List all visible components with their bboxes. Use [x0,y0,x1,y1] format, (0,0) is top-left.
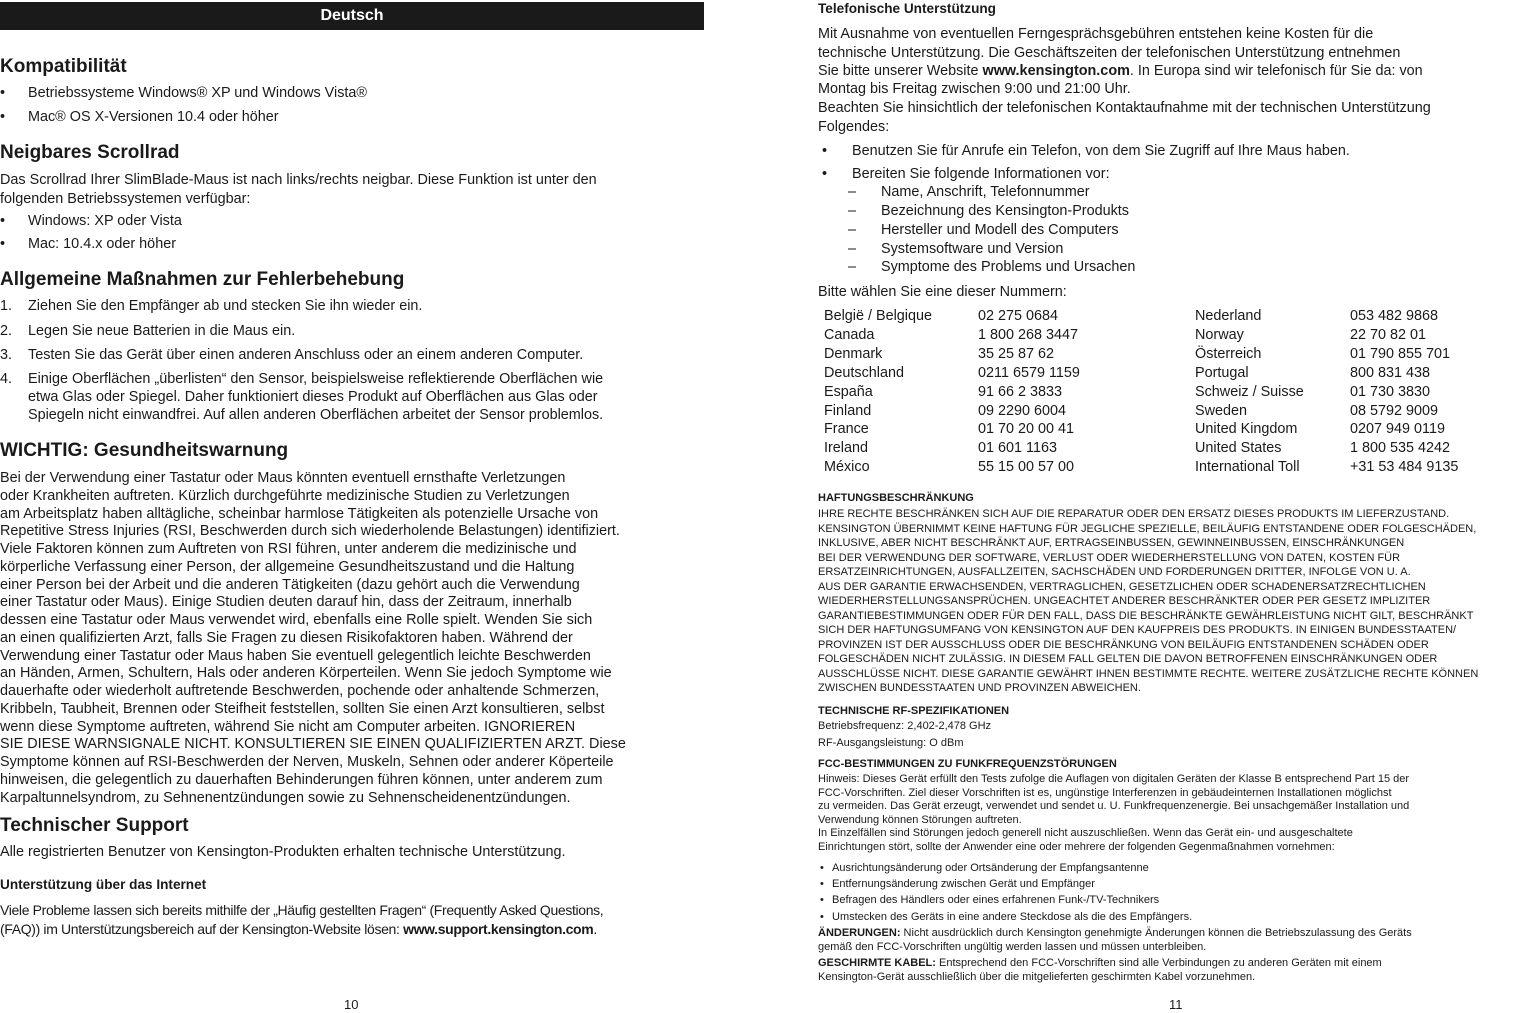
phone-number: 01 730 3830 [1350,383,1431,400]
phone-number: 01 601 1163 [978,440,1057,457]
phone-country: België / Belgique [824,308,933,324]
paragraph-line: Repetitive Stress Injuries (RSI, Beschwerden durch sich wiederholende Belastungen) identifiziert. [0,523,620,540]
phone-country: Portugal [1195,364,1249,381]
paragraph-line: Symptome können auf RSI-Beschwerden der Nerven, Muskeln, Sehnen oder anderer Köperteile [0,754,614,770]
liability-line: KENSINGTON ÜBERNIMMT KEINE HAFTUNG FÜR JEGLICHE SPEZIELLE, BEILÄUFIG ENTSTANDENE ODER FOLGESCHÄDEN, [818,522,1477,535]
phone-country: Deutschland [824,364,904,381]
phone-number: +31 53 484 9135 [1350,459,1459,476]
paragraph-line: Sie bitte unserer Website www.kensington.com. In Europa sind wir telefonisch für Sie da: von [818,63,1423,79]
liability-line: WIEDERHERSTELLUNGSANSPRÜCHEN. UNGEACHTET ANDERER BESCHRÄNKTER ODER PER GESETZ IMPLIZITER [818,595,1431,607]
fcc-line: FCC-Vorschriften. Ziel dieser Vorschriften ist es, ungünstige Interferenzen in gebäudeinternen Installationen möglichst [818,786,1392,799]
paragraph-line: Das Scrollrad Ihrer SlimBlade-Maus ist nach links/rechts neigbar. Diese Funktion ist unter den [0,172,597,188]
fcc-line: Einrichtungen stört, sollte der Anwender eine oder mehrere der folgenden Gegenmaßnahmen vornehmen: [818,841,1335,853]
paragraph-line: Folgendes: [818,119,890,135]
paragraph-line: einer Tastatur oder Maus). Einige Studien deuten darauf hin, dass der Zeitraum, innerhalb [0,594,572,611]
paragraph-line: körperliche Verfassung einer Person, der allgemeine Gesundheitszustand und die Haltung [0,558,575,575]
liability-line: ZWISCHEN BUNDESSTAATEN UND PROVINZEN ABWEICHEN. [818,682,1141,694]
paragraph-line: dauerhafte oder wiederholt auftretende Beschwerden, pochende oder anhaltende Schmerzen, [0,683,600,699]
paragraph-line: SIE DIESE WARNSIGNALE NICHT. KONSULTIEREN SIE EINEN QUALIFIZIERTEN ARZT. Diese [0,736,626,753]
phone-number: 55 15 00 57 00 [978,459,1075,476]
phone-number: 01 70 20 00 41 [978,421,1075,438]
paragraph-line: Montag bis Freitag zwischen 9:00 und 21:00 Uhr. [818,81,1131,97]
scroll-heading: Neigbares Scrollrad [0,142,180,163]
paragraph-line: Verwendung einer Tastatur oder Maus haben Sie eventuell gelegentlich leichte Beschwerden [0,647,591,664]
cable-line: GESCHIRMTE KABEL: Entsprechend den FCC-Vorschriften sind alle Verbindungen zu anderen Geräten mit einem [818,957,1382,969]
rf-line: RF-Ausgangsleistung: O dBm [818,737,964,749]
phone-country: International Toll [1195,459,1300,476]
phone-country: United Kingdom [1195,421,1298,438]
paragraph-line: an einen qualifizierten Arzt, falls Sie Fragen zu diesen Risikofaktoren haben. Während der [0,629,573,646]
phone-country: Österreich [1195,345,1262,362]
paragraph-line: hinweisen, die gelegentlich zu dauerhaften Behinderungen führen können, unter anderem zum [0,771,603,788]
liability-line: PROVINZEN IST DER AUSSCHLUSS ODER DIE BESCHRÄNKUNG VON BEILÄUFIG ENTSTANDENEN SCHÄDEN ODER [818,638,1429,651]
fcc-line: zu vermeiden. Das Gerät erzeugt, verwendet und sendet u. U. Funkfrequenzenergie. Bei unsachgemäßer Installation und [818,800,1410,813]
changes-line: gemäß den FCC-Vorschriften ungültig werden lassen und müssen unterbleiben. [818,941,1207,953]
phone-number: 08 5792 9009 [1350,402,1439,419]
liability-line: INKLUSIVE, ABER NICHT BESCHRÄNKT AUF, ERTRAGSEINBUSSEN, GEWINNEINBUSSEN, EINSCHRÄNKUNGEN [818,537,1405,549]
phone-country: Nederland [1195,308,1262,324]
paragraph-line: Mit Ausnahme von eventuellen Ferngesprächsgebühren entstehen keine Kosten für die [818,26,1374,42]
internet-heading: Unterstützung über das Internet [0,877,207,892]
paragraph-line: wenn diese Symptome auftreten, während Sie nicht am Computer arbeiten. IGNORIEREN [0,718,576,735]
fcc-line: Verwendung können Störungen auftreten. [818,813,1022,826]
internet-line: Viele Probleme lassen sich bereits mithilfe der „Häufig gestellten Fragen“ (Frequently Asked Questions, [0,902,604,918]
phone-country: United States [1195,440,1282,457]
changes-line: ÄNDERUNGEN: Nicht ausdrücklich durch Kensington genehmigte Änderungen können die Betriebszulassung des Geräts [818,927,1412,939]
support-heading: Technischer Support [0,815,189,836]
liability-line: ERSATZEINRICHTUNGEN, AUSFALLZEITEN, SACHSCHÄDEN UND FORDERUNGEN DRITTER, INFOLGE VON U. A. [818,566,1411,578]
support-line: Alle registrierten Benutzer von Kensington-Produkten erhalten technische Unterstützung. [0,844,566,860]
phone-number: 01 790 855 701 [1350,345,1451,362]
paragraph-line: am Arbeitsplatz haben alltägliche, scheinbar harmlose Tätigkeiten als potenzielle Ursache von [0,505,599,522]
liability-line: BEI DER VERWENDUNG DER SOFTWARE, VERLUST ODER WIEDERHERSTELLUNG VON DATEN, KOSTEN FÜR [818,551,1401,564]
paragraph-line: Viele Faktoren können zum Auftreten von RSI führen, unter anderem die medizinische und [0,541,577,557]
fcc-line: In Einzelfällen sind Störungen jedoch generell nicht auszuschließen. Wenn das Gerät ein- und ausgeschaltete [818,827,1353,840]
phone-number: 02 275 0684 [978,308,1059,324]
paragraph-line: Beachten Sie hinsichtlich der telefonischen Kontaktaufnahme mit der technischen Unterstützung [818,100,1431,116]
liability-heading: HAFTUNGSBESCHRÄNKUNG [818,492,974,504]
paragraph-line: an Händen, Armen, Schultern, Hals oder anderen Körperteilen. Wenn Sie jedoch Symptome wie [0,665,612,682]
paragraph-line: oder Krankheiten auftreten. Kürzlich durchgeführte medizinische Studien zu Verletzungen [0,487,570,504]
liability-line: AUSSCHLÜSSE NICHT. DIESE GARANTIE GEWÄHRT IHNEN BESTIMMTE RECHTE. WEITERE ZUSÄTZLICHE RECHTE KÖNNEN [818,667,1479,680]
phone-country: Ireland [824,440,869,457]
rf-heading: TECHNISCHE RF-SPEZIFIKATIONEN [818,705,1010,717]
phone-number: 800 831 438 [1350,364,1431,381]
fcc-line: Hinweis: Dieses Gerät erfüllt den Tests zufolge die Auflagen von digitalen Geräten der Klasse B entsprechend Part 15 der [818,773,1410,785]
page-number: 11 [1169,997,1183,1012]
paragraph-line: Kribbeln, Taubheit, Brennen oder Steifheit feststellen, sollten Sie einen Arzt konsultieren, selbst [0,700,605,717]
health-heading: WICHTIG: Gesundheitswarnung [0,440,289,461]
phone-number: 053 482 9868 [1350,308,1439,324]
phone-number: 0207 949 0119 [1350,421,1445,438]
liability-line: AUS DER GARANTIE ERWACHSENDEN, VERTRAGLICHEN, GESETZLICHEN ODER SCHADENERSATZRECHTLICHEN [818,580,1426,593]
phone-country: México [824,459,870,476]
support-url-link[interactable]: www.support.kensington.com [403,921,594,937]
page-number: 10 [344,997,359,1012]
trouble-heading: Allgemeine Maßnahmen zur Fehlerbehebung [0,269,405,290]
phone-number: 1 800 535 4242 [1350,440,1451,457]
phone-country: Norway [1195,326,1244,343]
cable-line: Kensington-Gerät ausschließlich über die mitgelieferten geschirmten Kabel vorzunehmen. [818,971,1256,983]
internet-line: (FAQ)) im Unterstützungsbereich auf der Kensington-Website lösen: www.support.kensington.com. [0,921,597,937]
phone-number: 22 70 82 01 [1350,326,1427,343]
phone-country: Denmark [824,345,883,362]
phone-country: Canada [824,326,875,343]
rf-line: Betriebsfrequenz: 2,402-2,478 GHz [818,720,992,732]
liability-line: SICH DER HAFTUNGSUMFANG VON KENSINGTON AUF DEN KAUFPREIS DES PRODUKTS. IN EINIGEN BUNDESSTAATEN/ [818,624,1457,636]
paragraph-line: einer Person bei der Arbeit und die anderen Tätigkeiten (dazu gehört auch die Verwendung [0,576,580,593]
phone-country: Finland [824,402,872,419]
kensington-url-link[interactable]: www.kensington.com [982,63,1130,79]
fcc-heading: FCC-BESTIMMUNGEN ZU FUNKFREQUENZSTÖRUNGEN [818,758,1117,770]
paragraph-line: Karpaltunnelsyndrom, zu Sehnenentzündungen sowie zu Sehnenscheidenentzündungen. [0,789,571,806]
phone-country: España [824,383,873,400]
liability-line: GARANTIEBESTIMMUNGEN ODER FÜR DEN FALL, DASS DIE BESCHRÄNKTE GEWÄHRLEISTUNG NICHT GILT, BESCHRÄNKT [818,609,1474,622]
phone-number: 91 66 2 3833 [978,383,1063,400]
phone-country: Schweiz / Suisse [1195,383,1304,400]
phone-number: 35 25 87 62 [978,345,1055,362]
liability-line: FOLGESCHÄDEN NICHT ZULÄSSIG. IN DIESEM FALL GELTEN DIE DAVON BETROFFENEN EINSCHRÄNKUNGEN ODER [818,653,1438,665]
compat-heading: Kompatibilität [0,56,127,77]
choose-number-text: Bitte wählen Sie eine dieser Nummern: [818,284,1067,300]
phone-number: 0211 6579 1159 [978,364,1080,381]
paragraph-line: technische Unterstützung. Die Geschäftszeiten der telefonischen Unterstützung entnehmen [818,45,1401,61]
language-bar: Deutsch [0,2,704,30]
paragraph-line: dessen eine Tastatur oder Maus verwendet wird, ebenfalls eine Rolle spielt. Wenden Sie sich [0,612,593,628]
phone-country: Sweden [1195,402,1248,419]
liability-line: IHRE RECHTE BESCHRÄNKEN SICH AUF DIE REPARATUR ODER DEN ERSATZ DIESES PRODUKTS IM LIEFERZUSTAND. [818,508,1450,520]
paragraph-line: Bei der Verwendung einer Tastatur oder Maus könnten eventuell ernsthafte Verletzungen [0,470,566,486]
phone-support-heading: Telefonische Unterstützung [818,1,996,16]
phone-number: 1 800 268 3447 [978,326,1079,343]
phone-country: France [824,421,869,438]
phone-number: 09 2290 6004 [978,402,1067,419]
paragraph-line: folgenden Betriebssystemen verfügbar: [0,191,251,207]
